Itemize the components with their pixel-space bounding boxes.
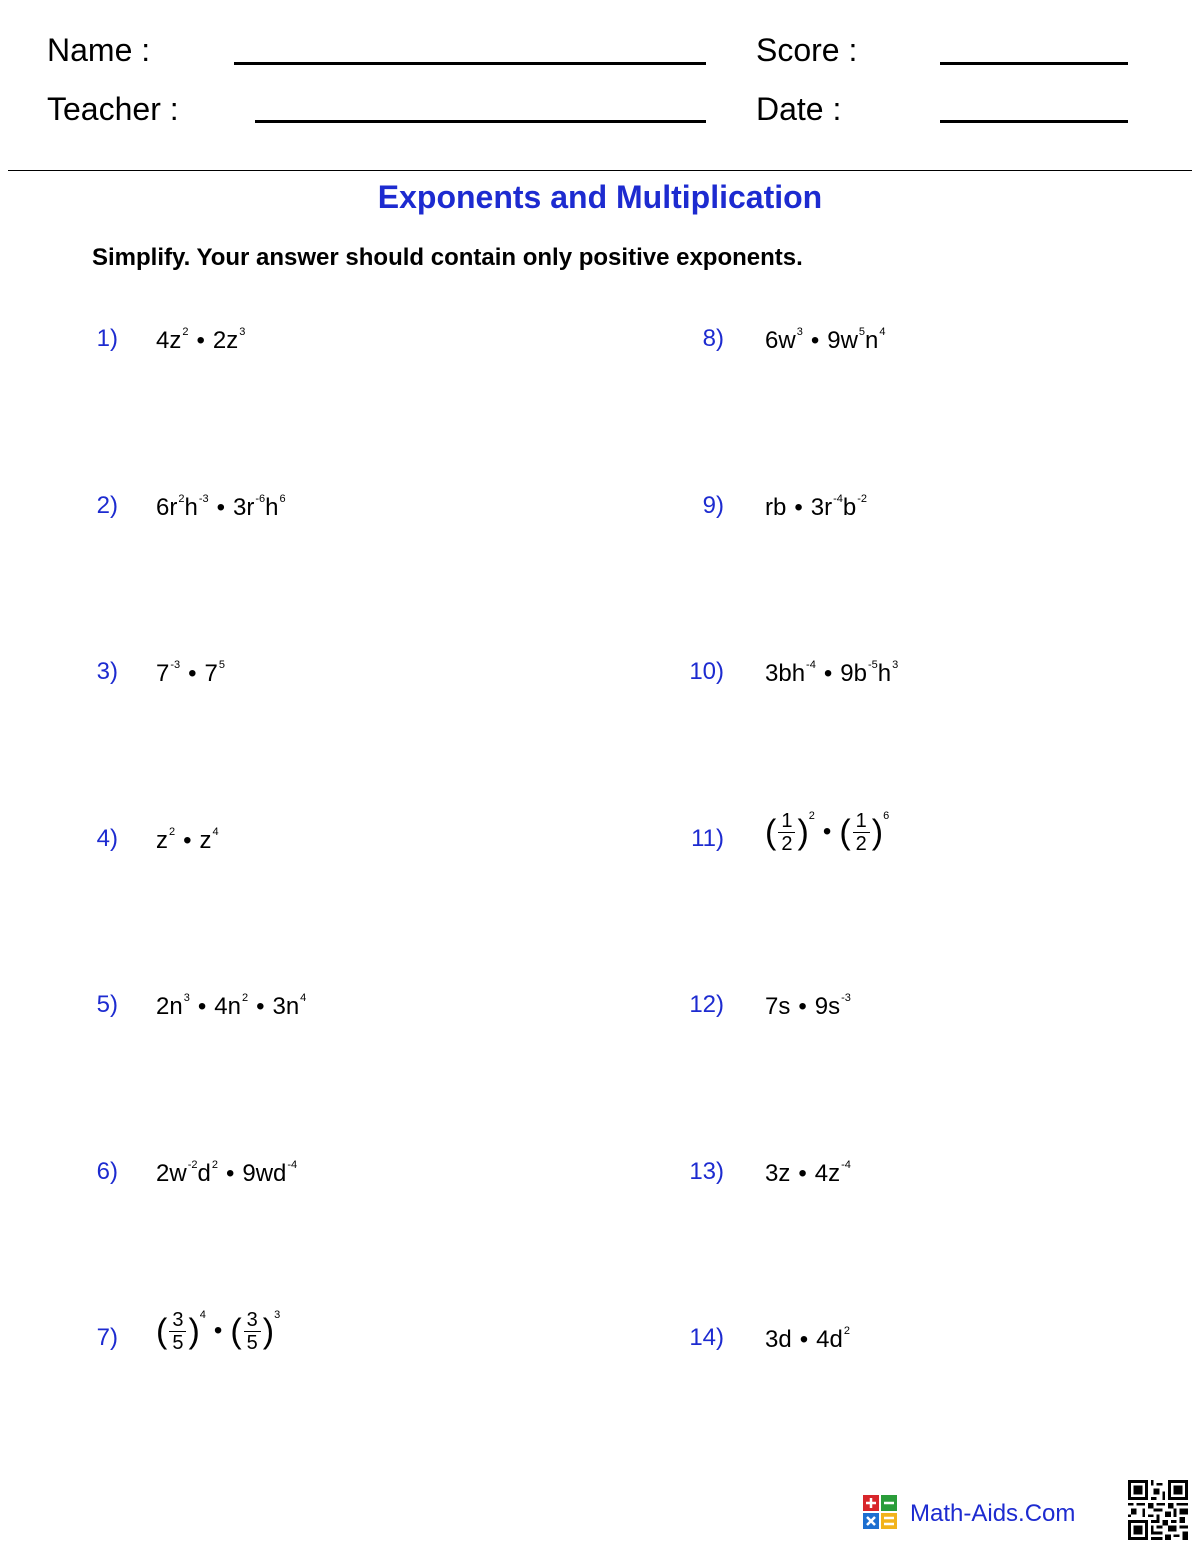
problem-number: 7) xyxy=(96,1324,118,1351)
problem-expression: $2n^3$ • $4n^2$ • $3n^4$ xyxy=(156,992,307,1020)
score-label: Score : xyxy=(756,32,858,68)
date-label: Date : xyxy=(756,91,842,127)
problem-expression: 7s • $9s^{-3}$ xyxy=(765,992,851,1020)
teacher-field[interactable] xyxy=(255,120,706,123)
problem-number: 11) xyxy=(691,825,724,852)
problem-expression: $4z^2$ • $2z^3$ xyxy=(156,326,246,354)
problem-expression: 3d • $4d^2$ xyxy=(765,1325,850,1353)
problem-number: 13) xyxy=(689,1158,724,1185)
problem-expression: 3z • $4z^{-4}$ xyxy=(765,1159,851,1187)
problem-expression: $7^{-3}$ • $7^5$ xyxy=(156,659,226,687)
header-divider xyxy=(8,170,1192,171)
problem-number: 10) xyxy=(689,658,724,685)
qr-code-icon xyxy=(1128,1480,1188,1540)
problem-number: 5) xyxy=(96,991,118,1018)
problem-number: 6) xyxy=(96,1158,118,1185)
problem-number: 12) xyxy=(689,991,724,1018)
date-field[interactable] xyxy=(940,120,1128,123)
name-field[interactable] xyxy=(234,62,706,65)
problem-number: 2) xyxy=(96,492,118,519)
problem-number: 14) xyxy=(689,1324,724,1351)
problem-number: 4) xyxy=(96,825,118,852)
page-title: Exponents and Multiplication xyxy=(377,179,823,215)
math-aids-logo-icon xyxy=(862,1494,898,1530)
problem-number: 3) xyxy=(96,658,118,685)
problem-expression: $2w^{-2}d^2$ • $9wd^{-4}$ xyxy=(156,1159,298,1187)
problem-number: 8) xyxy=(702,325,724,352)
problem-expression: $3bh^{-4}$ • $9b^{-5}h^3$ xyxy=(765,659,899,687)
problem-number: 9) xyxy=(702,492,724,519)
problem-expression: ( $\frac{3}{5}$ )$^4$• ( $\frac{3}{5}$ )$^3$ xyxy=(156,1309,281,1355)
teacher-label: Teacher : xyxy=(47,91,179,127)
problem-number: 1) xyxy=(96,325,118,352)
problem-expression: rb • $3r^{-4}b^{-2}$ xyxy=(765,493,868,521)
problem-expression: ( $\frac{1}{2}$ )$^2$• ( $\frac{1}{2}$ )$^6$ xyxy=(765,810,890,856)
footer-site-link[interactable]: Math-Aids.Com xyxy=(910,1500,1076,1527)
instructions: Simplify. Your answer should contain only positive exponents. xyxy=(92,244,803,271)
problem-expression: $6r^2h^{-3}$ • $3r^{-6}h^6$ xyxy=(156,493,286,521)
problem-expression: $6w^3$ • $9w^5n^4$ xyxy=(765,326,886,354)
name-label: Name : xyxy=(47,32,151,68)
score-field[interactable] xyxy=(940,62,1128,65)
problem-expression: $z^2$ • $z^4$ xyxy=(156,826,219,854)
